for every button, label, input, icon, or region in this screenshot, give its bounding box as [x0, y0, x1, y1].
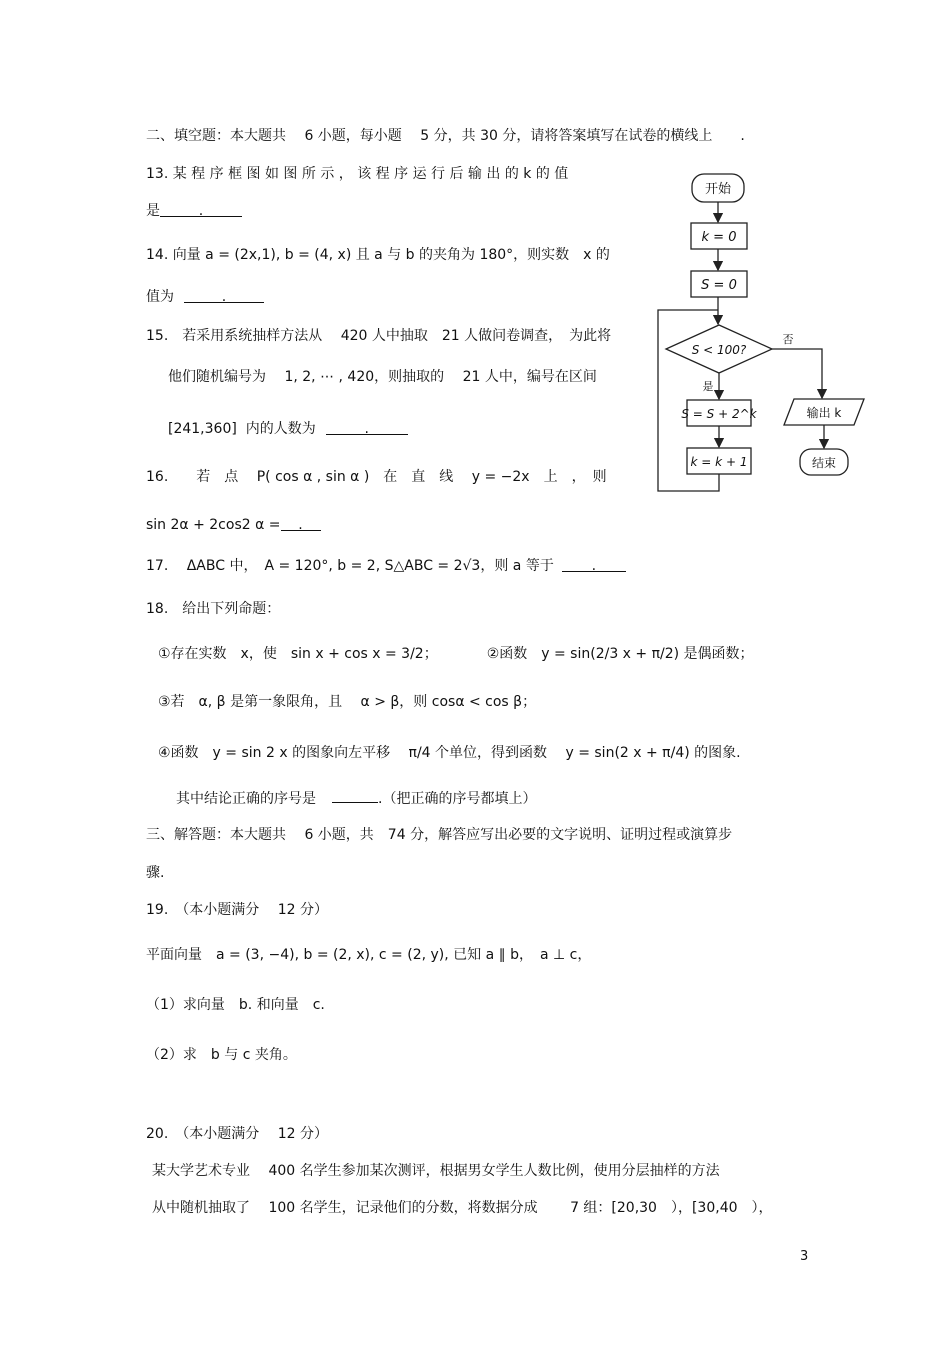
q18-conclusion-prefix: 其中结论正确的序号是 — [176, 791, 316, 807]
q16-prefix: sin 2α + 2cos2 α = — [146, 517, 281, 533]
flow-yes-label: 是 — [702, 380, 714, 393]
q15-prefix: [241,360] 内的人数为 — [168, 421, 316, 437]
flow-condition-text: S < 100? — [691, 343, 747, 357]
q16-line1: 16. 若 点 P( cos α , sin α ) 在 直 线 y = −2x 上 ， 则 — [146, 469, 607, 485]
q15-line3 — [168, 420, 408, 438]
program-flowchart — [650, 165, 880, 500]
q18-item4: ④函数 y = sin 2 x 的图象向左平移 π/4 个单位，得到函数 y = sin(2 x + π/4) 的图象. — [158, 745, 741, 761]
q14-line2 — [146, 288, 264, 306]
q16-answer-blank[interactable]: . — [281, 516, 321, 531]
q15-answer-blank[interactable]: . — [326, 420, 408, 435]
flow-end-text: 结束 — [811, 456, 837, 470]
q19-line1: 平面向量 a = (3, −4), b = (2, x), c = (2, y), 已知 a ∥ b， a ⊥ c， — [146, 947, 592, 963]
flow-no-label: 否 — [782, 333, 794, 346]
flow-output-text: 输出 k — [806, 406, 842, 420]
q15-line2: 他们随机编号为 1, 2, ⋯ , 420，则抽取的 21 人中，编号在区间 — [168, 369, 597, 385]
q18-title: 18. 给出下列命题： — [146, 601, 281, 617]
flow-k-init-text: k = 0 — [701, 230, 737, 245]
q20-line2: 从中随机抽取了 100 名学生，记录他们的分数，将数据分成 7 组：[20,30 ），[30,40 ）， — [152, 1200, 773, 1216]
flow-s-init-text: S = 0 — [701, 278, 737, 293]
section3-header-line1: 三、解答题：本大题共 6 小题，共 74 分，解答应写出必要的文字说明、证明过程或演算步 — [146, 827, 733, 843]
q17-prefix: 17. ΔABC 中， A = 120°, b = 2, S△ABC = 2√3，则 a 等于 — [146, 558, 554, 574]
q18-conclusion — [176, 788, 536, 808]
q18-conclusion-suffix: .（把正确的序号都填上） — [378, 791, 537, 807]
page-number: 3 — [800, 1249, 809, 1264]
q13-answer-blank[interactable]: . — [160, 202, 242, 217]
q15-line1: 15. 若采用系统抽样方法从 420 人中抽取 21 人做问卷调查， 为此将 — [146, 328, 612, 344]
q20-line1: 某大学艺术专业 400 名学生参加某次测评，根据男女学生人数比例，使用分层抽样的方法 — [152, 1163, 720, 1179]
q13-line1: 13. 某 程 序 框 图 如 图 所 示 ， 该 程 序 运 行 后 输 出 的 k 的 值 — [146, 166, 569, 182]
flow-start-text: 开始 — [704, 182, 732, 197]
q16-line2 — [146, 516, 321, 534]
q19-title: 19. （本小题满分 12 分） — [146, 902, 328, 918]
q14-prefix: 值为 — [146, 289, 174, 305]
section2-header: 二、填空题：本大题共 6 小题，每小题 5 分，共 30 分，请将答案填写在试卷的横线上 . — [146, 128, 745, 144]
q17-answer-blank[interactable]: . — [562, 557, 626, 572]
q18-item3: ③若 α, β 是第一象限角，且 α > β，则 cosα < cos β； — [158, 694, 537, 710]
q18-answer-blank[interactable] — [332, 788, 378, 803]
flow-update-s-text: S = S + 2^k — [681, 407, 757, 421]
q14-answer-blank[interactable]: . — [184, 288, 264, 303]
flow-update-k-text: k = k + 1 — [690, 455, 748, 469]
q20-title: 20. （本小题满分 12 分） — [146, 1126, 328, 1142]
q13-prefix: 是 — [146, 203, 160, 219]
section3-header-line2: 骤. — [146, 865, 165, 881]
q19-part1: （1）求向量 b. 和向量 c. — [146, 997, 325, 1013]
q17-line1 — [146, 557, 626, 575]
q13-line2 — [146, 202, 242, 220]
q18-item1: ①存在实数 x，使 sin x + cos x = 3/2； ②函数 y = sin(2/3 x + π/2) 是偶函数； — [158, 646, 754, 662]
q14-line1: 14. 向量 a = (2x,1), b = (4, x) 且 a 与 b 的夹角为 180°，则实数 x 的 — [146, 247, 610, 263]
q19-part2: （2）求 b 与 c 夹角。 — [146, 1047, 297, 1063]
